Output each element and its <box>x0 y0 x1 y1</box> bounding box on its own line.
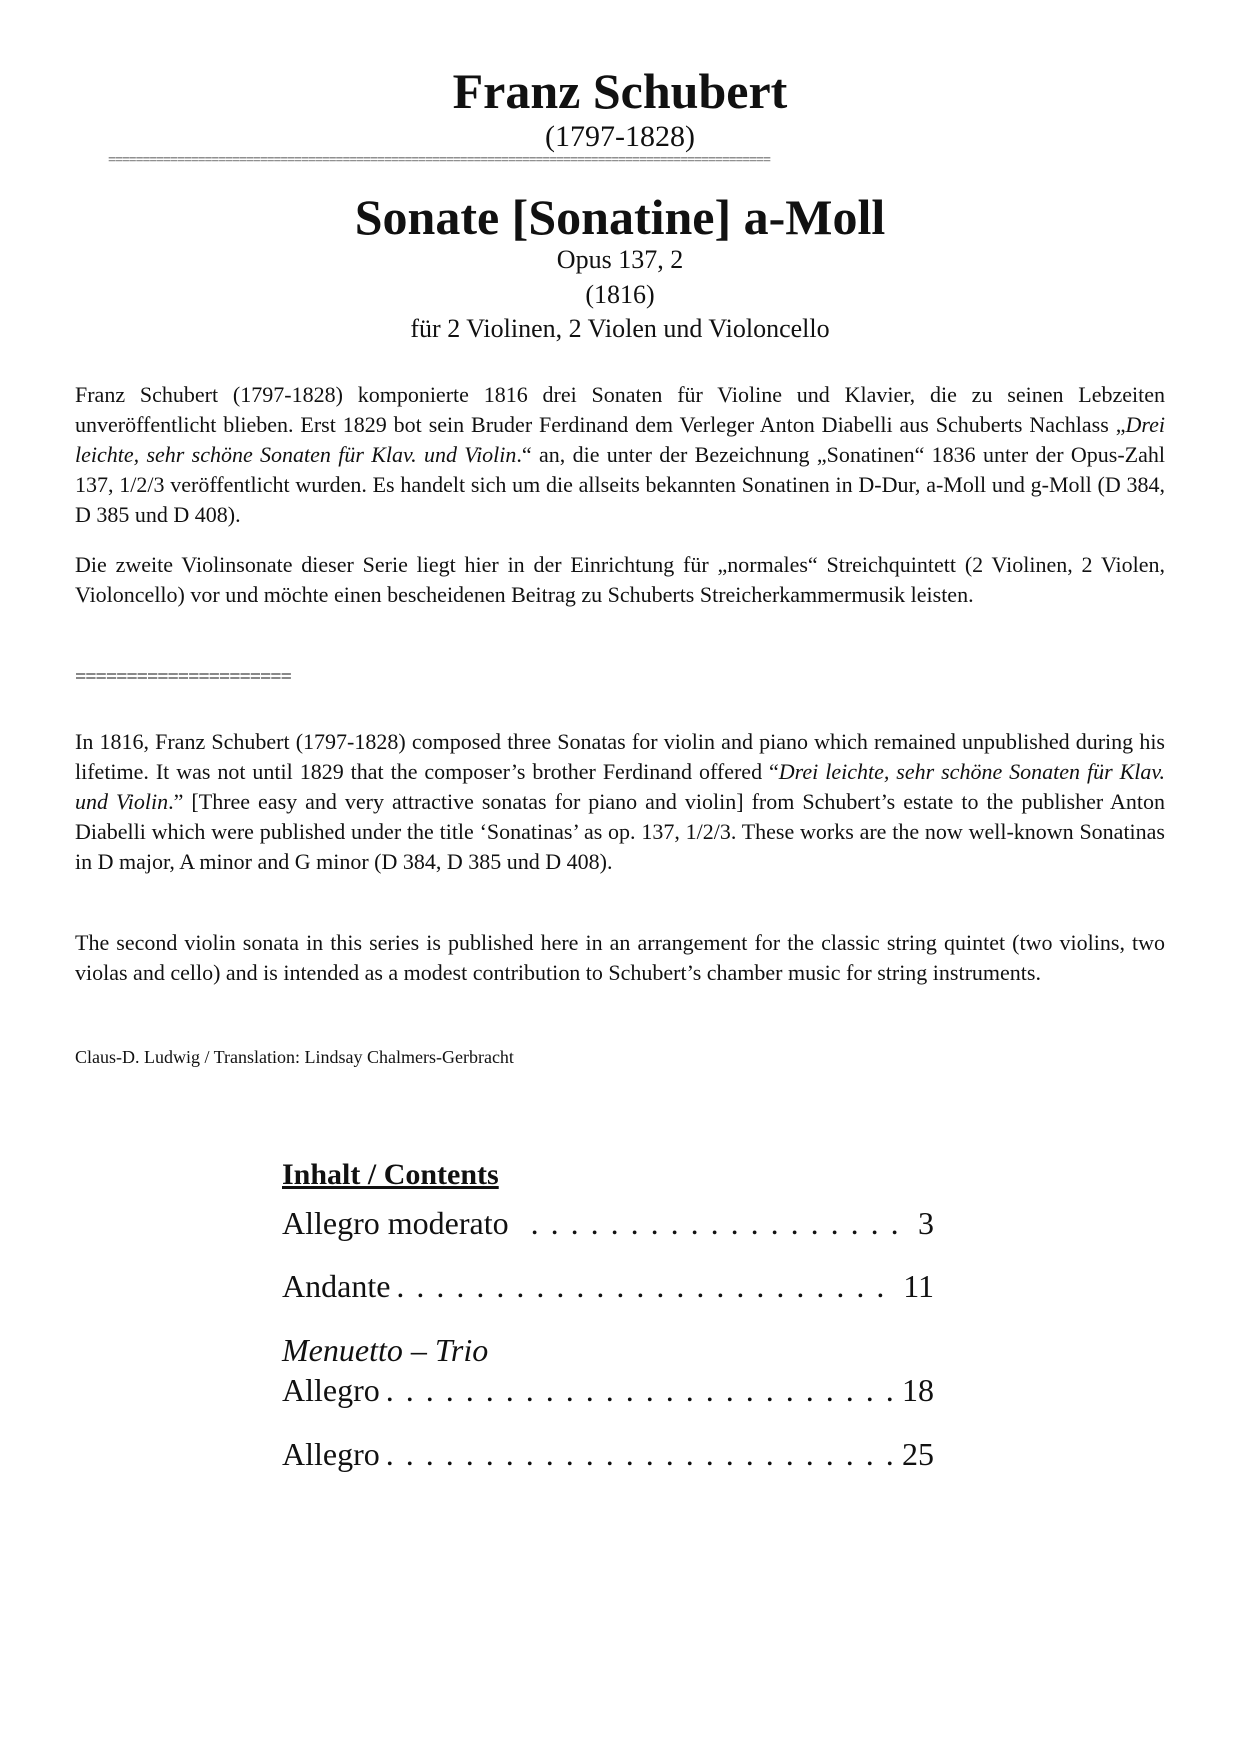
toc-item-title: Allegro <box>282 1372 380 1408</box>
english-p1-italic: Drei leichte, sehr schöne Sonaten für Klav. und Violin <box>75 759 1165 814</box>
contents-heading: Inhalt / Contents <box>282 1158 499 1191</box>
english-p1-text-b: .” [Three easy and very attractive sonatas for piano and violin] from Schubert’s estate to the publisher Anton Diabelli which were published under the title ‘Sonatinas’ as op. 137, 1/2/3. These works are the now well-known Sonatinas in D major, A minor and G minor (D 384, D 385 und D 408). <box>75 789 1165 874</box>
toc-item <box>282 1268 934 1308</box>
toc-item <box>282 1205 934 1245</box>
toc-leader <box>386 1372 894 1409</box>
toc-item-title: Allegro moderato <box>282 1205 509 1241</box>
toc-leader <box>386 1436 894 1473</box>
composer-name: Franz Schubert <box>452 63 788 119</box>
english-paragraph-2: The second violin sonata in this series is published here in an arrangement for the classic string quintet (two violins, two violas and cello) and is intended as a modest contribution to Schubert’s chamber music for string instruments. <box>75 930 1165 985</box>
section-separator: ===================== <box>75 666 291 688</box>
toc-item-page: 11 <box>903 1268 934 1304</box>
english-p1-text-a: In 1816, Franz Schubert (1797-1828) composed three Sonatas for violin and piano which remained unpublished during his lifetime. It was not until 1829 that the composer’s brother Ferdinand offered “ <box>75 729 1165 784</box>
instrumentation: für 2 Violinen, 2 Violen und Violoncello <box>410 314 830 343</box>
toc-item-page: 25 <box>902 1436 934 1472</box>
toc-item <box>282 1436 934 1476</box>
german-p1-text-a: Franz Schubert (1797-1828) komponierte 1816 drei Sonaten für Violine und Klavier, die zu seinen Lebzeiten unveröffentlicht blieben. Erst 1829 bot sein Bruder Ferdinand dem Verleger Anton Diabelli aus Schuberts Nachlass „ <box>75 382 1165 437</box>
header-rule: ================================================================================================ <box>108 154 770 168</box>
credits: Claus-D. Ludwig / Translation: Lindsay Chalmers-Gerbracht <box>75 1047 514 1067</box>
toc-item-title: Allegro <box>282 1436 380 1472</box>
work-title: Sonate [Sonatine] a-Moll <box>354 189 886 245</box>
english-paragraph-1 <box>75 727 1165 877</box>
toc-item-page: 18 <box>902 1372 934 1408</box>
toc-leader <box>531 1205 910 1242</box>
german-p1-italic: Drei leichte, sehr schöne Sonaten für Klav. und Violin <box>75 412 1165 467</box>
toc-leader <box>396 1268 895 1305</box>
toc-item <box>282 1372 934 1412</box>
toc-movement-subtitle: Menuetto – Trio <box>282 1332 489 1368</box>
opus-number: Opus 137, 2 <box>556 245 684 274</box>
german-p1-text-b: .“ an, die unter der Bezeichnung „Sonatinen“ 1836 unter der Opus-Zahl 137, 1/2/3 veröffentlicht wurden. Es handelt sich um die allseits bekannten Sonatinen in D-Dur, a-Moll und g-Moll (D 384, D 385 und D 408). <box>75 442 1165 527</box>
composer-dates: (1797-1828) <box>545 120 695 153</box>
composition-year: (1816) <box>585 280 655 309</box>
german-paragraph-1 <box>75 380 1165 530</box>
toc-item-page: 3 <box>918 1205 934 1241</box>
german-paragraph-2: Die zweite Violinsonate dieser Serie liegt hier in der Einrichtung für „normales“ Streichquintett (2 Violinen, 2 Violen, Violoncello) vor und möchte einen bescheidenen Beitrag zu Schuberts Streicherkammermusik leisten. <box>75 552 1165 607</box>
toc-item-title: Andante <box>282 1268 391 1304</box>
